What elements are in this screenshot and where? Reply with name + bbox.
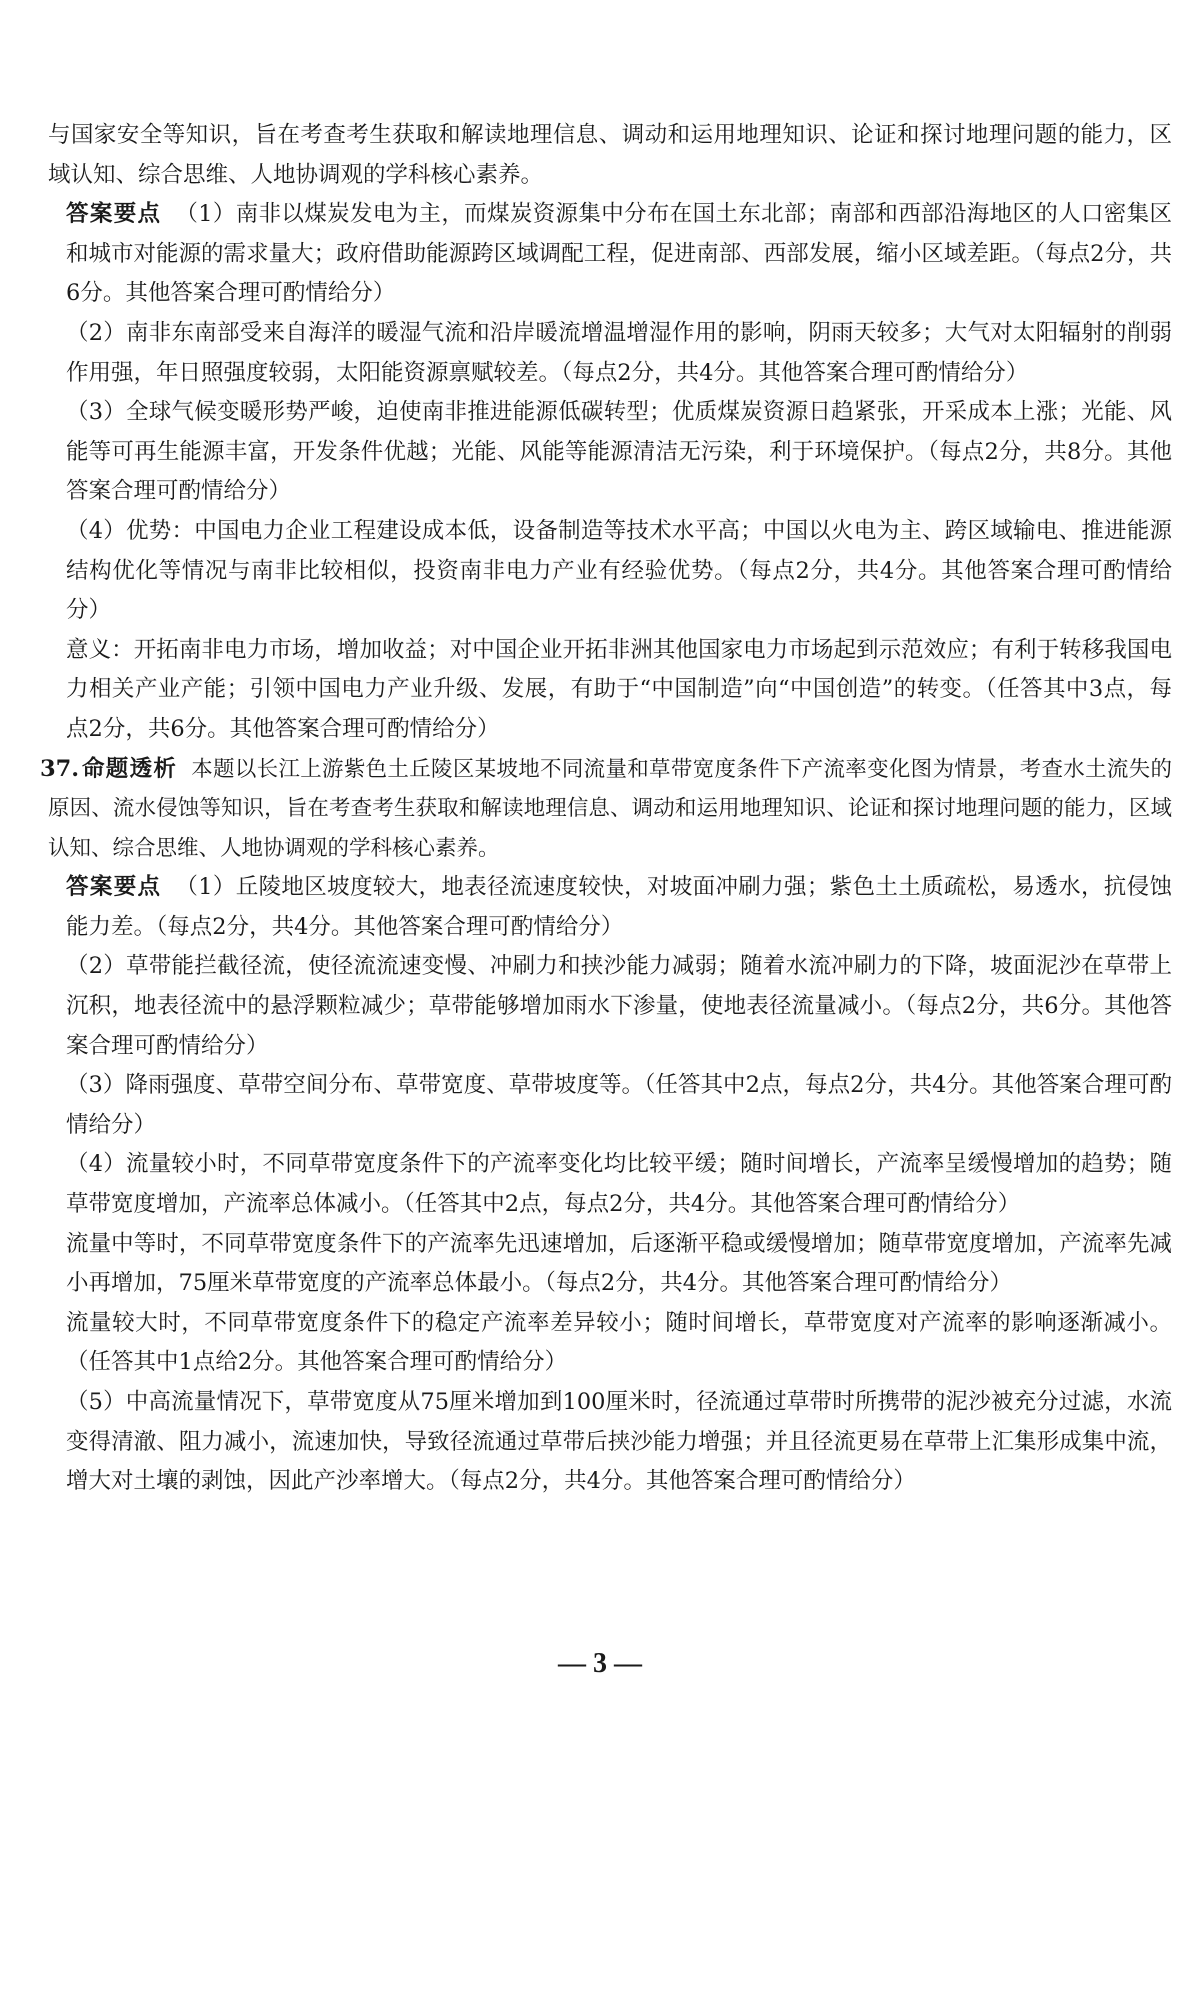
q37-answer-1-text: （1）丘陵地区坡度较大，地表径流速度较快，对坡面冲刷力强；紫色土土质疏松，易透水，抗侵蚀能力差。（每点2分，共4分。其他答案合理可酌情给分） (66, 874, 1172, 940)
q37-analysis (40, 750, 1172, 869)
q37-answer-label: 答案要点 (66, 874, 162, 901)
q37-answer-2: （2）草带能拦截径流，使径流流速变慢、冲刷力和挟沙能力减弱；随着水流冲刷力的下降，坡面泥沙在草带上沉积，地表径流中的悬浮颗粒减少；草带能够增加雨水下渗量，使地表径流量减小。（每点2分，共6分。其他答案合理可酌情给分） (66, 953, 1172, 1059)
intro-paragraph: 与国家安全等知识，旨在考查考生获取和解读地理信息、调动和运用地理知识、论证和探讨地理问题的能力，区域认知、综合思维、人地协调观的学科核心素养。 (48, 122, 1172, 188)
q36-answer-3: （3）全球气候变暖形势严峻，迫使南非推进能源低碳转型；优质煤炭资源日趋紧张，开采成本上涨；光能、风能等可再生能源丰富，开发条件优越；光能、风能等能源清洁无污染，利于环境保护。（每点2分，共8分。其他答案合理可酌情给分） (66, 399, 1172, 505)
q37-answer-4-medium: 流量中等时，不同草带宽度条件下的产流率先迅速增加，后逐渐平稳或缓慢增加；随草带宽度增加，产流率先减小再增加，75厘米草带宽度的产流率总体最小。（每点2分，共4分。其他答案合理可酌情给分） (66, 1230, 1172, 1297)
q37-analysis-text: 本题以长江上游紫色土丘陵区某坡地不同流量和草带宽度条件下产流率变化图为情景，考查水土流失的原因、流水侵蚀等知识，旨在考查考生获取和解读地理信息、调动和运用地理知识、论证和探讨地理问题的能力，区域认知、综合思维、人地协调观的学科核心素养。 (48, 756, 1172, 861)
document-content (40, 116, 1172, 1502)
q37-answer-1 (48, 868, 1172, 947)
page-number: — 3 — (558, 1648, 642, 1679)
q36-answer-2: （2）南非东南部受来自海洋的暖湿气流和沿岸暖流增温增湿作用的影响，阴雨天较多；大气对太阳辐射的削弱作用强，年日照强度较弱，太阳能资源禀赋较差。（每点2分，共4分。其他答案合理可酌情给分） (66, 319, 1172, 386)
q36-answer-1 (48, 195, 1172, 314)
q36-answer-4-meaning: 意义：开拓南非电力市场，增加收益；对中国企业开拓非洲其他国家电力市场起到示范效应；有利于转移我国电力相关产业产能；引领中国电力产业升级、发展，有助于“中国制造”向“中国创造”的转变。（任答其中3点，每点2分，共6分。其他答案合理可酌情给分） (66, 636, 1172, 742)
q36-answer-4-advantage: （4）优势：中国电力企业工程建设成本低，设备制造等技术水平高；中国以火电为主、跨区域输电、推进能源结构优化等情况与南非比较相似，投资南非电力产业有经验优势。（每点2分，共4分。其他答案合理可酌情给分） (66, 517, 1172, 624)
q37-answer-4-small: （4）流量较小时，不同草带宽度条件下的产流率变化均比较平缓；随时间增长，产流率呈缓慢增加的趋势；随草带宽度增加，产流率总体减小。（任答其中2点，每点2分，共4分。其他答案合理可酌情给分） (66, 1151, 1172, 1218)
q37-answer-4-large: 流量较大时，不同草带宽度条件下的稳定产流率差异较小；随时间增长，草带宽度对产流率的影响逐渐减小。（任答其中1点给2分。其他答案合理可酌情给分） (66, 1309, 1172, 1376)
q37-answer-5: （5）中高流量情况下，草带宽度从75厘米增加到100厘米时，径流通过草带时所携带的泥沙被充分过滤，水流变得清澈、阻力减小，流速加快，导致径流通过草带后挟沙能力增强；并且径流更易在草带上汇集形成集中流，增大对土壤的剥蚀，因此产沙率增大。（每点2分，共4分。其他答案合理可酌情给分） (66, 1389, 1172, 1495)
q37-number: 37. (40, 755, 80, 782)
q36-answer-1-text: （1）南非以煤炭发电为主，而煤炭资源集中分布在国土东北部；南部和西部沿海地区的人口密集区和城市对能源的需求量大；政府借助能源跨区域调配工程，促进南部、西部发展，缩小区域差距。（每点2分，共6分。其他答案合理可酌情给分） (66, 201, 1172, 307)
q37-analysis-label: 命题透析 (82, 755, 178, 782)
q37-answer-3: （3）降雨强度、草带空间分布、草带宽度、草带坡度等。（任答其中2点，每点2分，共4分。其他答案合理可酌情给分） (66, 1072, 1172, 1138)
q36-answer-label: 答案要点 (66, 201, 162, 228)
